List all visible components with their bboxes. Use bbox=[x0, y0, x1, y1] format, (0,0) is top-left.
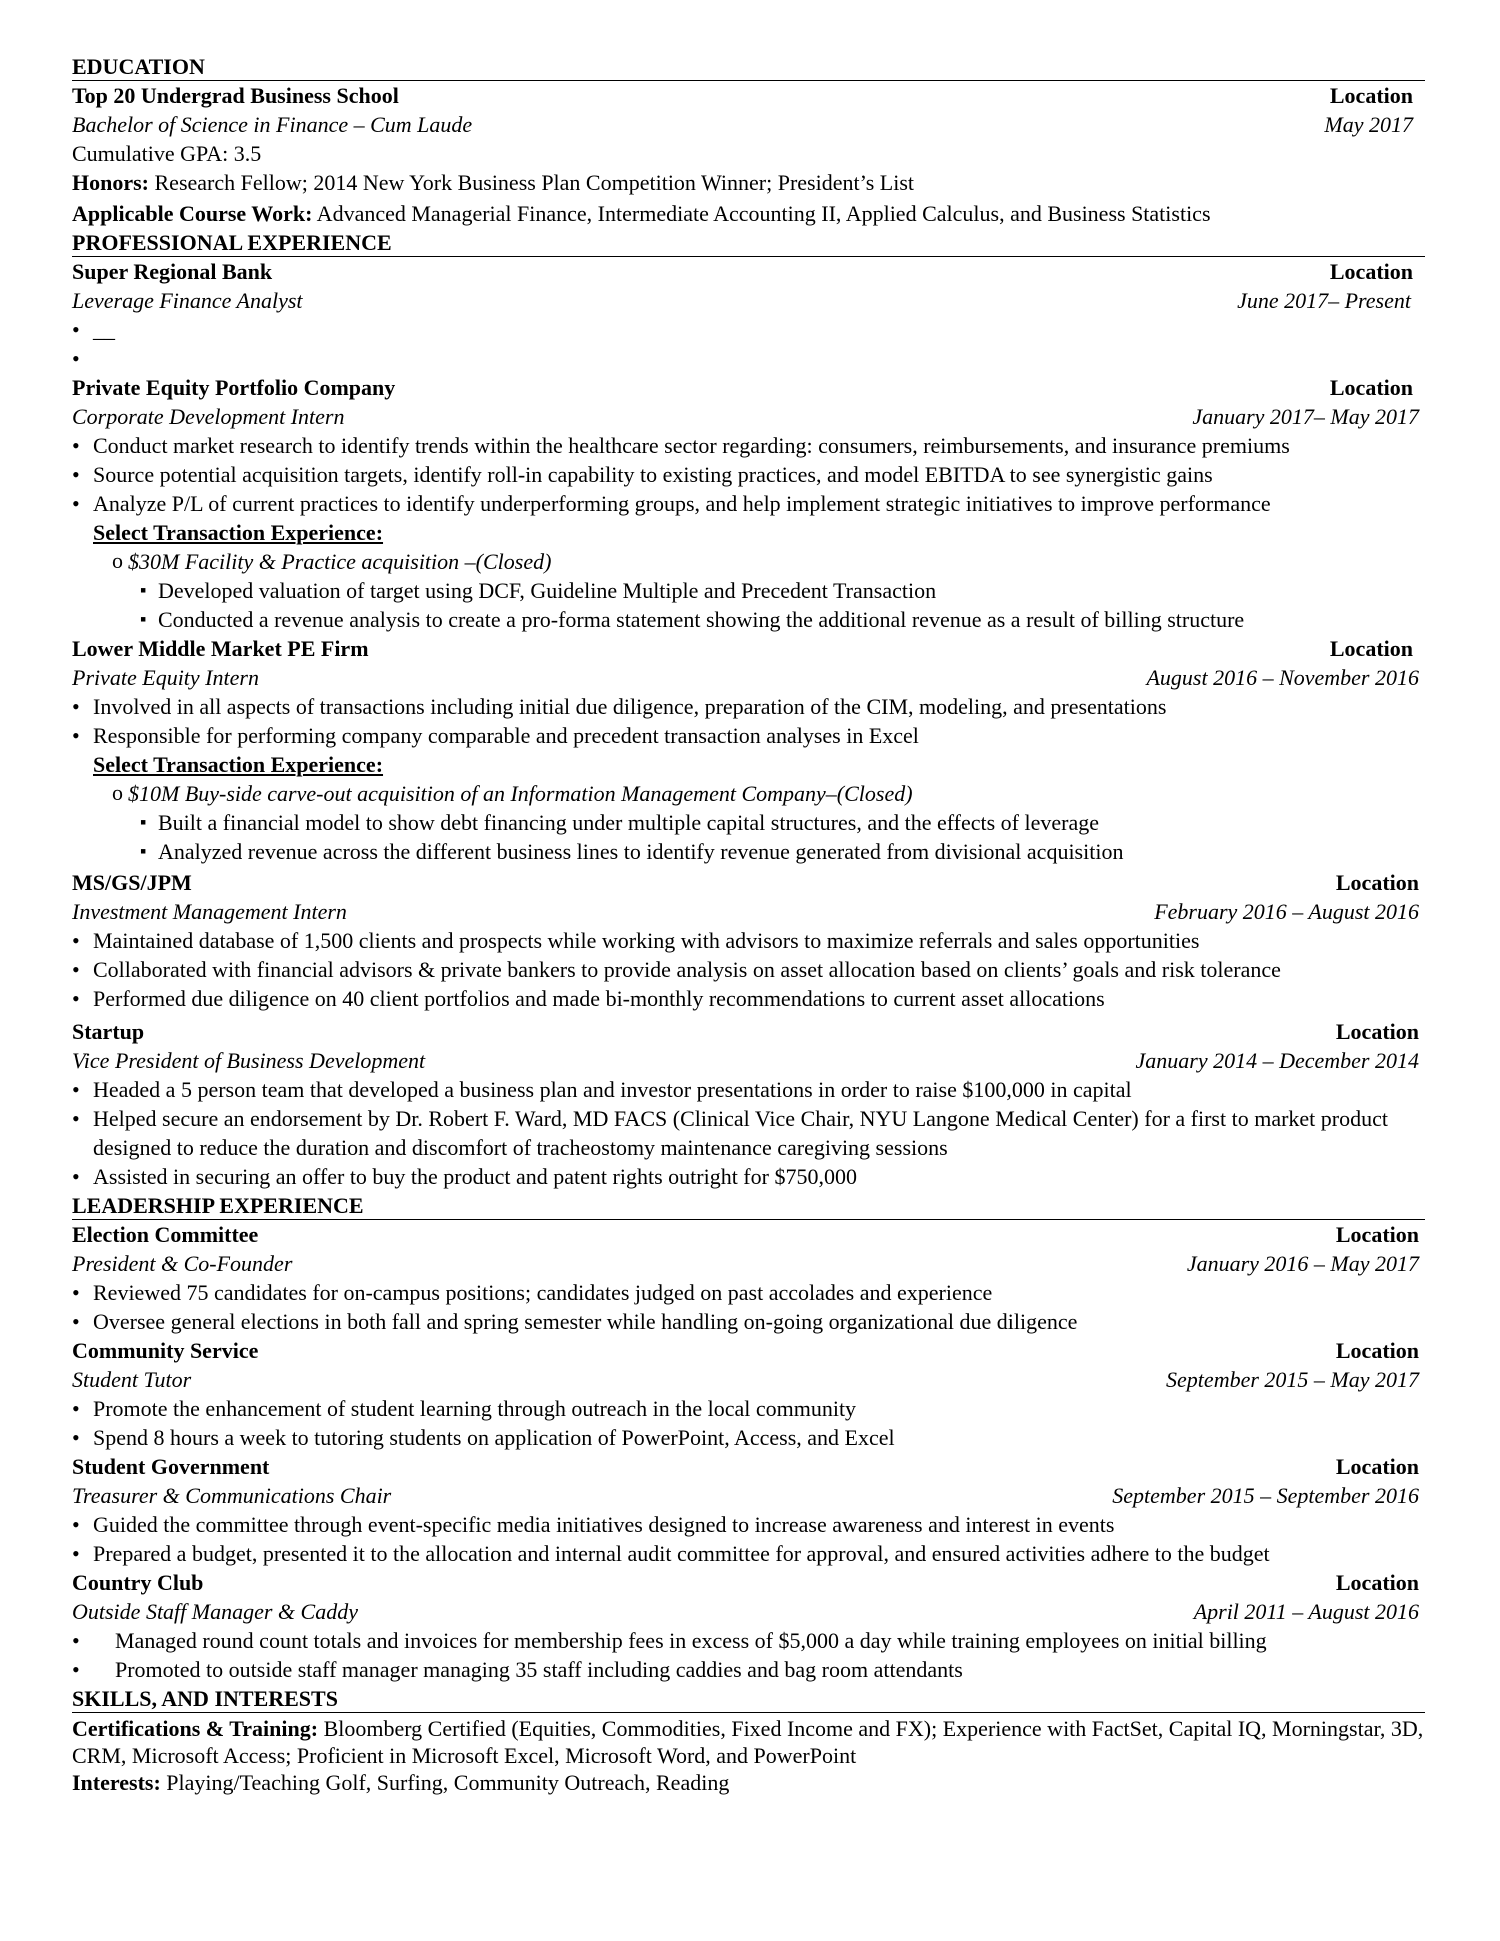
job-role: Student Tutor bbox=[72, 1367, 192, 1392]
job-location: Location bbox=[1335, 870, 1419, 895]
honors-line bbox=[72, 168, 1425, 197]
deal-item: o $30M Facility & Practice acquisition –(Closed) bbox=[72, 547, 1425, 576]
transactions-heading: Select Transaction Experience: bbox=[93, 752, 384, 777]
job-bullet: • Collaborated with financial advisors & private bankers to provide analysis on asset allocation based on clients’ goals and risk tolerance bbox=[72, 955, 1425, 984]
job-bullets bbox=[72, 1394, 1425, 1452]
job-bullets bbox=[72, 315, 1425, 373]
transactions-heading: Select Transaction Experience: bbox=[93, 520, 384, 545]
job-bullet: • Headed a 5 person team that developed a business plan and investor presentations in order to raise $100,000 in capital bbox=[72, 1075, 1425, 1104]
education-degree-row bbox=[72, 110, 1425, 139]
job-subheader bbox=[72, 897, 1425, 926]
job-subheader bbox=[72, 663, 1425, 692]
job-entry bbox=[72, 373, 1425, 634]
job-date: January 2016 – May 2017 bbox=[1186, 1251, 1419, 1276]
job-bullet bbox=[72, 344, 1425, 373]
interests-label: Interests: bbox=[72, 1770, 161, 1795]
job-location: Location bbox=[1335, 1338, 1419, 1363]
job-bullet: • Analyze P/L of current practices to identify underperforming groups, and help implement strategic initiatives to improve performance bbox=[72, 489, 1425, 518]
job-bullet: • __ bbox=[72, 315, 1425, 344]
job-org: Lower Middle Market PE Firm bbox=[72, 636, 369, 661]
job-header bbox=[72, 373, 1425, 402]
job-role: Outside Staff Manager & Caddy bbox=[72, 1599, 358, 1624]
job-date: April 2011 – August 2016 bbox=[1193, 1599, 1419, 1624]
honors-text: Research Fellow; 2014 New York Business Plan Competition Winner; President’s List bbox=[149, 170, 915, 195]
job-bullet: • Conduct market research to identify trends within the healthcare sector regarding: consumers, reimbursements, and insurance premiums bbox=[72, 431, 1425, 460]
graduation-date: May 2017 bbox=[1324, 112, 1413, 137]
job-header bbox=[72, 634, 1425, 663]
job-location: Location bbox=[1335, 1019, 1419, 1044]
education-heading: EDUCATION bbox=[72, 54, 1425, 81]
coursework-text: Advanced Managerial Finance, Intermediate Accounting II, Applied Calculus, and Business Statistics bbox=[312, 201, 1211, 226]
job-date: August 2016 – November 2016 bbox=[1146, 665, 1419, 690]
job-bullets bbox=[72, 926, 1425, 1013]
job-org: Student Government bbox=[72, 1454, 270, 1479]
job-bullets bbox=[72, 1510, 1425, 1568]
certifications-text: Bloomberg Certified (Equities, Commodities, Fixed Income and FX); Experience with FactSet, Capital IQ, Morningstar, 3D, CRM, Microsoft Access; Proficient in Microsoft Excel, Microsoft Word, and PowerPoint bbox=[72, 1716, 1424, 1768]
job-location: Location bbox=[1335, 1222, 1419, 1247]
resume-page bbox=[72, 52, 1425, 1796]
job-role: Corporate Development Intern bbox=[72, 404, 345, 429]
skills-heading: SKILLS, AND INTERESTS bbox=[72, 1686, 1425, 1713]
job-role: President & Co-Founder bbox=[72, 1251, 293, 1276]
certifications-line bbox=[72, 1715, 1425, 1769]
deal-point: ▪ Conducted a revenue analysis to create a pro-forma statement showing the additional revenue as a result of billing structure bbox=[72, 605, 1425, 634]
education-school-row bbox=[72, 81, 1425, 110]
job-header bbox=[72, 1452, 1425, 1481]
interests-line bbox=[72, 1769, 1425, 1796]
job-entry bbox=[72, 1017, 1425, 1191]
job-bullets bbox=[72, 1626, 1425, 1684]
job-location: Location bbox=[1329, 636, 1413, 661]
certifications-label: Certifications & Training: bbox=[72, 1716, 319, 1741]
interests-text: Playing/Teaching Golf, Surfing, Community Outreach, Reading bbox=[160, 1770, 730, 1795]
job-bullet: • Prepared a budget, presented it to the allocation and internal audit committee for approval, and ensured activities adhere to the budget bbox=[72, 1539, 1425, 1568]
job-location: Location bbox=[1329, 375, 1413, 400]
job-header bbox=[72, 868, 1425, 897]
coursework-label: Applicable Course Work: bbox=[72, 201, 313, 226]
honors-label: Honors: bbox=[72, 170, 149, 195]
job-role: Vice President of Business Development bbox=[72, 1048, 426, 1073]
job-bullet: • Spend 8 hours a week to tutoring students on application of PowerPoint, Access, and Excel bbox=[72, 1423, 1425, 1452]
job-date: June 2017– Present bbox=[1237, 288, 1411, 313]
job-bullets bbox=[72, 692, 1425, 750]
job-bullet: • Promoted to outside staff manager managing 35 staff including caddies and bag room attendants bbox=[72, 1655, 1425, 1684]
school-location: Location bbox=[1329, 83, 1413, 108]
job-location: Location bbox=[1335, 1454, 1419, 1479]
job-org: Country Club bbox=[72, 1570, 204, 1595]
job-org: Startup bbox=[72, 1019, 145, 1044]
job-date: February 2016 – August 2016 bbox=[1154, 899, 1419, 924]
job-subheader bbox=[72, 1249, 1425, 1278]
job-subheader bbox=[72, 1046, 1425, 1075]
leadership-heading: LEADERSHIP EXPERIENCE bbox=[72, 1193, 1425, 1220]
job-role: Leverage Finance Analyst bbox=[72, 288, 303, 313]
job-role: Investment Management Intern bbox=[72, 899, 347, 924]
job-org: Super Regional Bank bbox=[72, 259, 273, 284]
job-bullet: • Promote the enhancement of student learning through outreach in the local community bbox=[72, 1394, 1425, 1423]
job-org: Private Equity Portfolio Company bbox=[72, 375, 396, 400]
leadership-entry bbox=[72, 1220, 1425, 1336]
job-entry bbox=[72, 634, 1425, 866]
job-date: January 2014 – December 2014 bbox=[1135, 1048, 1419, 1073]
deal-point: ▪ Built a financial model to show debt financing under multiple capital structures, and the effects of leverage bbox=[72, 808, 1425, 837]
leadership-entry bbox=[72, 1336, 1425, 1452]
job-bullets bbox=[72, 1075, 1425, 1191]
job-bullet: • Assisted in securing an offer to buy the product and patent rights outright for $750,000 bbox=[72, 1162, 1425, 1191]
job-date: September 2015 – September 2016 bbox=[1112, 1483, 1419, 1508]
job-role: Private Equity Intern bbox=[72, 665, 259, 690]
deal-point: ▪ Developed valuation of target using DCF, Guideline Multiple and Precedent Transaction bbox=[72, 576, 1425, 605]
deal-item: o $10M Buy-side carve-out acquisition of an Information Management Company–(Closed) bbox=[72, 779, 1425, 808]
gpa: Cumulative GPA: 3.5 bbox=[72, 141, 262, 166]
job-bullet: • Helped secure an endorsement by Dr. Robert F. Ward, MD FACS (Clinical Vice Chair, NYU Langone Medical Center) for a first to market product designed to reduce the duration and discomfort of tracheostomy maintenance caregiving sessions bbox=[72, 1104, 1425, 1162]
job-bullet: • Managed round count totals and invoices for membership fees in excess of $5,000 a day while training employees on initial billing bbox=[72, 1626, 1425, 1655]
job-subheader bbox=[72, 402, 1425, 431]
job-entry bbox=[72, 868, 1425, 1013]
professional-heading: PROFESSIONAL EXPERIENCE bbox=[72, 230, 1425, 257]
job-bullet: • Responsible for performing company comparable and precedent transaction analyses in Excel bbox=[72, 721, 1425, 750]
job-subheader bbox=[72, 1597, 1425, 1626]
job-bullet: • Source potential acquisition targets, identify roll-in capability to existing practices, and model EBITDA to see synergistic gains bbox=[72, 460, 1425, 489]
leadership-entry bbox=[72, 1568, 1425, 1684]
job-header bbox=[72, 1336, 1425, 1365]
job-bullet: • Maintained database of 1,500 clients and prospects while working with advisors to maximize referrals and sales opportunities bbox=[72, 926, 1425, 955]
job-bullet: • Performed due diligence on 40 client portfolios and made bi-monthly recommendations to current asset allocations bbox=[72, 984, 1425, 1013]
deal-point: ▪ Analyzed revenue across the different business lines to identify revenue generated from divisional acquisition bbox=[72, 837, 1425, 866]
job-bullets bbox=[72, 431, 1425, 518]
job-subheader bbox=[72, 1481, 1425, 1510]
job-date: September 2015 – May 2017 bbox=[1166, 1367, 1419, 1392]
job-location: Location bbox=[1329, 259, 1413, 284]
school-name: Top 20 Undergrad Business School bbox=[72, 83, 399, 108]
job-date: January 2017– May 2017 bbox=[1192, 404, 1419, 429]
job-header bbox=[72, 1568, 1425, 1597]
job-header bbox=[72, 1220, 1425, 1249]
job-bullets bbox=[72, 1278, 1425, 1336]
job-subheader bbox=[72, 1365, 1425, 1394]
job-bullet: • Reviewed 75 candidates for on-campus positions; candidates judged on past accolades and experience bbox=[72, 1278, 1425, 1307]
leadership-entry bbox=[72, 1452, 1425, 1568]
job-bullet: • Involved in all aspects of transactions including initial due diligence, preparation of the CIM, modeling, and presentations bbox=[72, 692, 1425, 721]
job-org: MS/GS/JPM bbox=[72, 870, 192, 895]
job-entry bbox=[72, 257, 1425, 373]
job-bullet: • Guided the committee through event-specific media initiatives designed to increase awareness and interest in events bbox=[72, 1510, 1425, 1539]
job-subheader bbox=[72, 286, 1425, 315]
coursework-line bbox=[72, 199, 1425, 228]
job-role: Treasurer & Communications Chair bbox=[72, 1483, 392, 1508]
job-location: Location bbox=[1335, 1570, 1419, 1595]
degree: Bachelor of Science in Finance – Cum Laude bbox=[72, 112, 473, 137]
job-org: Election Committee bbox=[72, 1222, 259, 1247]
job-bullet: • Oversee general elections in both fall and spring semester while handling on-going organizational due diligence bbox=[72, 1307, 1425, 1336]
job-header bbox=[72, 1017, 1425, 1046]
job-org: Community Service bbox=[72, 1338, 259, 1363]
job-header bbox=[72, 257, 1425, 286]
